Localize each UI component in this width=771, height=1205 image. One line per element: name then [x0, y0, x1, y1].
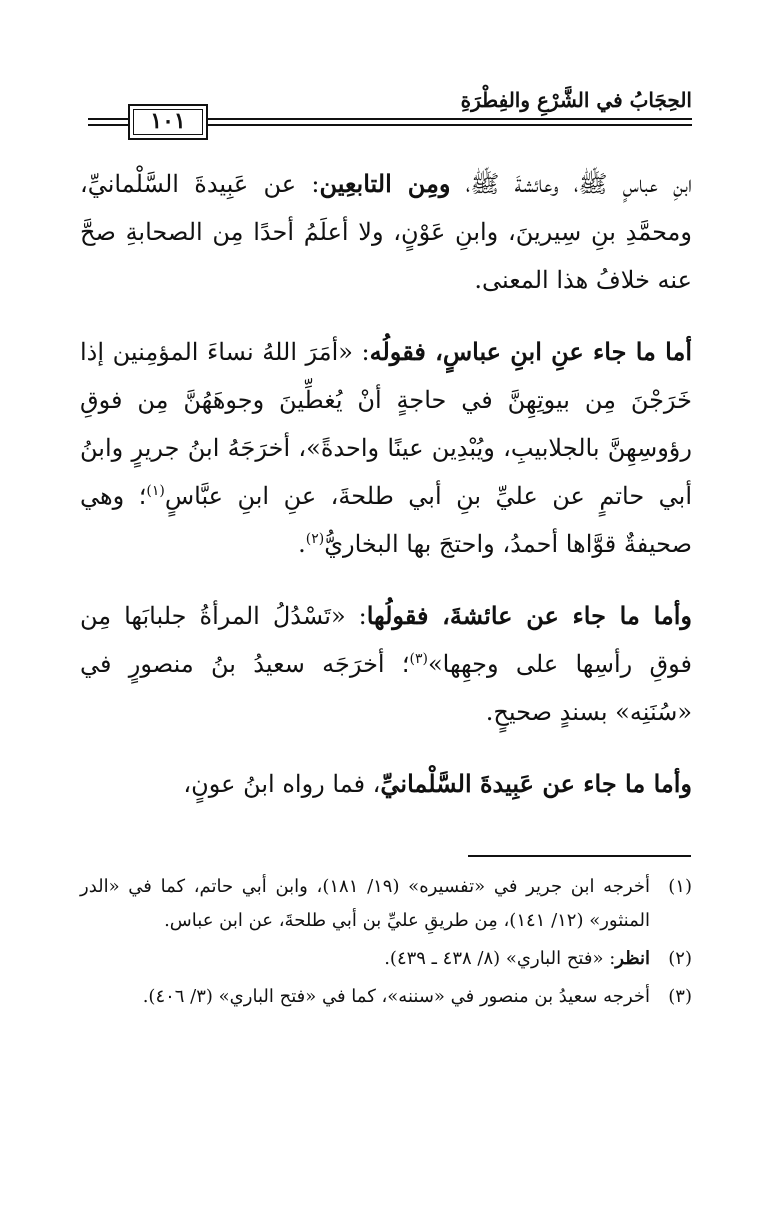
footnote-marker: (٣)	[668, 986, 692, 1007]
paragraph-2	[80, 328, 692, 568]
paragraph-1	[80, 160, 692, 304]
footnote-text	[80, 870, 650, 938]
footnote-separator	[468, 855, 691, 857]
p4-text-a: ، فما رواه ابنُ عونٍ،	[183, 770, 381, 798]
running-title: الحِجَابُ في الشَّرْعِ والفِطْرَةِ	[460, 88, 692, 112]
p3-heading: وأما ما جاء عن عائشةَ، فقولُها	[366, 601, 692, 630]
page-number-frame	[128, 104, 208, 140]
footnote-text	[80, 980, 650, 1014]
header-rule-left-2	[88, 124, 128, 126]
p1-text-a: ابنِ عباسٍ ﷺ، وعائشةَ ﷺ،	[450, 170, 692, 198]
footnote-item	[80, 942, 692, 976]
header-rule-right	[204, 118, 692, 120]
page-number: ١٠١	[150, 108, 186, 134]
footnote-bold: انظر	[615, 948, 650, 969]
footnote-item	[80, 980, 692, 1014]
p1-text-c: : عن عَبِيدةَ السَّلْمانيِّ، ومحمَّدِ بنِ سِيرينَ، وابنِ عَوْنٍ، ولا أعلَمُ أحدًا مِن الصحابةِ صحَّ عنه خلافُ هذا المعنى.	[80, 170, 693, 294]
p2-text-b: ؛ وهي صحيفةٌ قوَّاها أحمدُ، واحتجَ بها البخاريُّ	[80, 482, 692, 558]
footnote-item	[80, 870, 692, 938]
footnote-body: أخرجه سعيدُ بن منصور في «سننه»، كما في «فتح الباري» (٣/ ٤٠٦).	[142, 986, 650, 1007]
page-header	[80, 78, 692, 138]
paragraph-3	[80, 592, 692, 736]
paragraph-4	[80, 760, 692, 808]
footnote-ref-1[interactable]: (١)	[146, 483, 165, 499]
footnote-text	[80, 942, 650, 976]
footnote-body: : «فتح الباري» (٨/ ٤٣٨ ـ ٤٣٩).	[384, 948, 616, 969]
footnote-body: أخرجه ابن جرير في «تفسيره» (١٩/ ١٨١)، وابن أبي حاتم، كما في «الدر المنثور» (١٢/ ١٤١)، مِن طريقِ عليِّ بن أبي طلحةَ، عن ابن عباس.	[80, 876, 650, 931]
footnote-ref-2[interactable]: (٢)	[305, 531, 325, 547]
p2-text-a: : «أمَرَ اللهُ نساءَ المؤمِنين إذا خَرَجْنَ مِن بيوتِهِنَّ في حاجةٍ أنْ يُغطِّينَ وجوهَهُنَّ مِن فوقِ رؤوسِهِنَّ بالجلابيبِ، ويُبْدِين عينًا واحدةً»، أخرَجَهُ ابنُ جريرٍ وابنُ أبي حاتمٍ عن عليِّ بنِ أبي طلحةَ، عنِ ابنِ عبَّاسٍ	[80, 338, 692, 510]
p1-bold-tabieen: ومِن التابعِين	[319, 169, 451, 198]
p4-heading: وأما ما جاء عن عَبِيدةَ السَّلْمانيِّ	[380, 769, 692, 798]
header-rule-right-2	[204, 124, 692, 126]
header-rule-left	[88, 118, 128, 120]
p3-text-a: : «تَسْدُلُ المرأةُ جلبابَها مِن فوقِ رأسِها على وجهِها»	[80, 602, 693, 678]
footnote-marker: (١)	[668, 876, 692, 897]
footnote-marker: (٢)	[668, 948, 692, 969]
p2-text-c: .	[298, 530, 306, 558]
main-text	[80, 160, 692, 808]
p2-heading: أما ما جاء عنِ ابنِ عباسٍ، فقولُه	[369, 337, 693, 366]
footnotes	[80, 870, 692, 1018]
footnote-ref-3[interactable]: (٣)	[409, 651, 428, 667]
p3-text-b: ؛ أخرَجَه سعيدُ بنُ منصورٍ في «سُنَنِه» بسندٍ صحيحٍ.	[80, 650, 692, 726]
